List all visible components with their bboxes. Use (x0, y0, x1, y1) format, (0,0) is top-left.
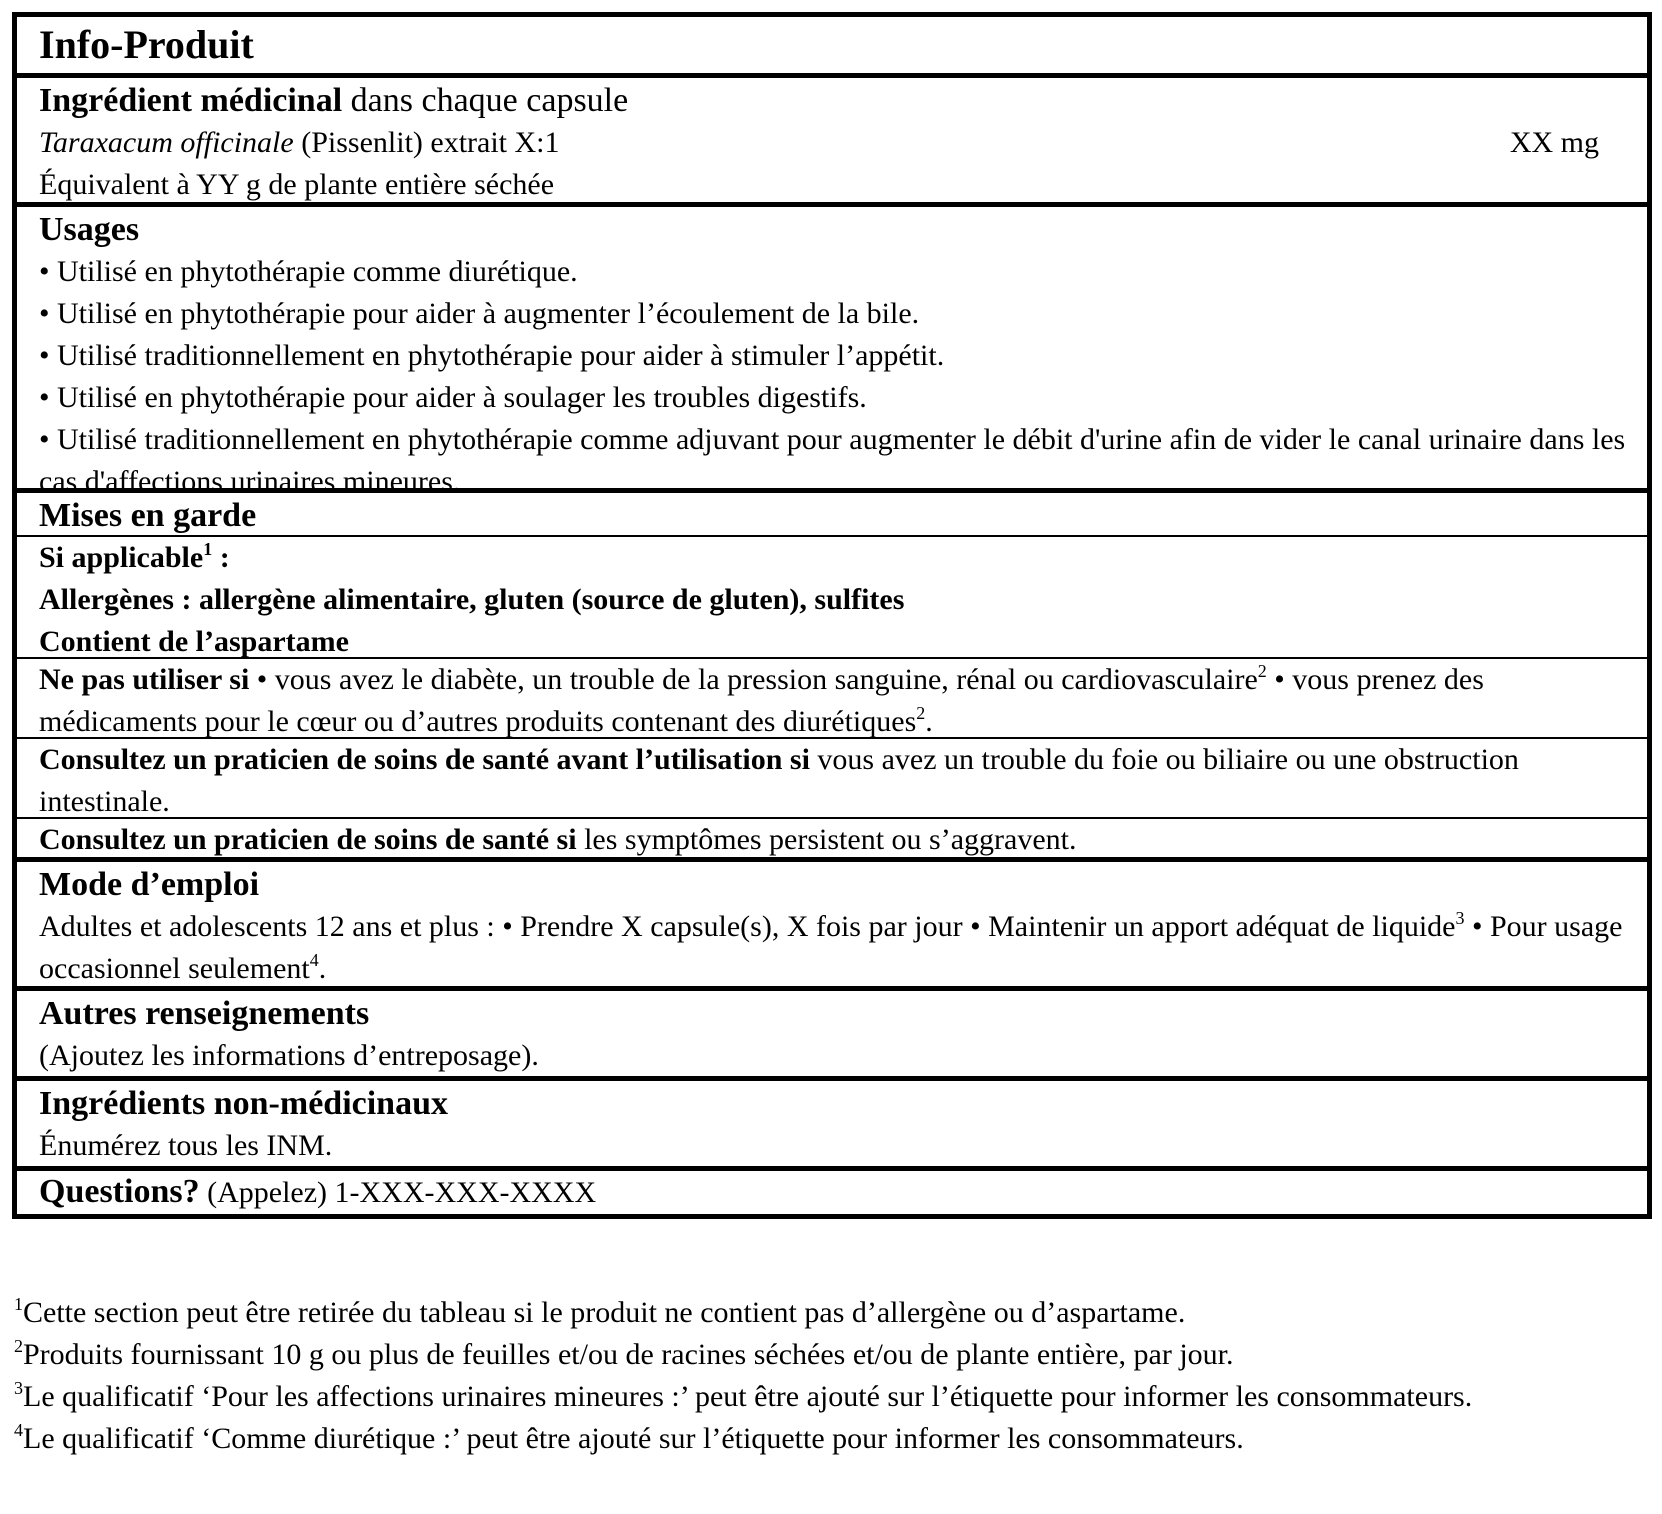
footnote (14, 1376, 1654, 1418)
footnote-text: Cette section peut être retirée du tableau si le produit ne contient pas d’allergène ou d’aspartame. (23, 1296, 1186, 1329)
do-not-use-item: • vous prenez des médicaments pour le cœur ou d’autres produits contenant des diurétiques (39, 663, 1484, 738)
consult-before-section (17, 737, 1647, 817)
other-info-heading: Autres renseignements (39, 995, 370, 1032)
do-not-use-section (17, 657, 1647, 737)
questions-phone: (Appelez) 1-XXX-XXX-XXXX (199, 1176, 597, 1209)
ingredient-equivalent: Équivalent à YY g de plante entière séchée (39, 168, 555, 201)
directions-section (17, 857, 1647, 986)
footnote-ref: 2 (916, 703, 926, 723)
footnote (14, 1292, 1654, 1334)
consult-text (17, 819, 1647, 861)
footnote-ref: 4 (309, 950, 319, 970)
footnote (14, 1334, 1654, 1376)
uses-item: • Utilisé traditionnellement en phytothérapie pour aider à stimuler l’appétit. (39, 339, 945, 372)
warnings-heading-section (17, 488, 1647, 535)
footnote-number: 2 (14, 1336, 23, 1356)
medicinal-heading: Ingrédient médicinal (39, 82, 343, 119)
uses-item: • Utilisé en phytothérapie pour aider à soulager les troubles digestifs. (39, 381, 867, 414)
do-not-use-item: • vous avez le diabète, un trouble de la pression sanguine, rénal ou cardiovasculaire (249, 663, 1258, 696)
footnote-text: Le qualificatif ‘Pour les affections urinaires mineures :’ peut être ajouté sur l’étiquette pour informer les consommateurs. (23, 1380, 1473, 1413)
directions-end: . (318, 952, 327, 985)
non-medicinal-section (17, 1076, 1647, 1166)
if-applicable-label: Si applicable (39, 541, 204, 574)
allergens-section (17, 535, 1647, 657)
product-facts-title: Info-Produit (39, 22, 254, 67)
do-not-use-label: Ne pas utiliser si (39, 663, 250, 696)
if-applicable-colon: : (212, 541, 230, 574)
warnings-heading: Mises en garde (39, 497, 257, 534)
footnote (14, 1418, 1654, 1460)
non-medicinal-text: Énumérez tous les INM. (39, 1129, 333, 1162)
other-info-text: (Ajoutez les informations d’entreposage). (39, 1039, 539, 1072)
footnote-number: 1 (14, 1294, 23, 1314)
ingredient-latin-name: Taraxacum officinale (39, 126, 294, 159)
consult-section (17, 817, 1647, 857)
directions-part: • Pour usage occasionnel seulement (39, 910, 1623, 985)
product-facts-table (12, 12, 1652, 1219)
ingredient-description: (Pissenlit) extrait X:1 (293, 126, 560, 159)
do-not-use-text (17, 659, 1647, 743)
consult-before-text (17, 739, 1647, 823)
uses-item: • Utilisé en phytothérapie pour aider à augmenter l’écoulement de la bile. (39, 297, 920, 330)
consult-before-label: Consultez un praticien de soins de santé avant l’utilisation si (39, 743, 810, 776)
footnotes (14, 1292, 1654, 1460)
aspartame-text: Contient de l’aspartame (39, 625, 349, 658)
title-section (17, 17, 1647, 73)
non-medicinal-heading: Ingrédients non-médicinaux (39, 1085, 448, 1122)
footnote-text: Le qualificatif ‘Comme diurétique :’ peut être ajouté sur l’étiquette pour informer les consommateurs. (23, 1422, 1244, 1455)
uses-section (17, 202, 1647, 498)
directions-part: Adultes et adolescents 12 ans et plus : • Prendre X capsule(s), X fois par jour • Maintenir un apport adéquat de liquide (39, 910, 1456, 943)
consult-before-rest: vous avez un trouble du foie ou biliaire ou une obstruction intestinale. (39, 743, 1519, 818)
footnote-number: 3 (14, 1378, 23, 1398)
consult-rest: les symptômes persistent ou s’aggravent. (576, 823, 1077, 856)
directions-heading: Mode d’emploi (39, 866, 260, 903)
uses-item: • Utilisé en phytothérapie comme diurétique. (39, 255, 578, 288)
questions-section (17, 1166, 1647, 1214)
medicinal-heading-rest: dans chaque capsule (342, 82, 629, 119)
do-not-use-end: . (925, 705, 933, 738)
allergens-text: Allergènes : allergène alimentaire, gluten (source de gluten), sulfites (39, 583, 905, 616)
other-info-section (17, 986, 1647, 1076)
footnote-ref: 3 (1455, 908, 1465, 928)
medicinal-ingredient-row (39, 122, 1627, 164)
ingredient-amount: XX mg (1509, 126, 1599, 159)
footnote-number: 4 (14, 1420, 23, 1440)
footnote-ref: 2 (1257, 661, 1267, 681)
directions-text (39, 906, 1627, 990)
medicinal-ingredient-section (17, 73, 1647, 202)
footnote-text: Produits fournissant 10 g ou plus de feuilles et/ou de racines séchées et/ou de plante entière, par jour. (23, 1338, 1234, 1371)
uses-item: • Utilisé traditionnellement en phytothérapie comme adjuvant pour augmenter le débit d'urine afin de vider le canal urinaire dans les cas d'affections urinaires mineures. (39, 423, 1626, 498)
questions-label: Questions? (39, 1173, 200, 1210)
footnote-ref: 1 (203, 539, 213, 559)
uses-heading: Usages (39, 211, 140, 248)
consult-label: Consultez un praticien de soins de santé si (39, 823, 577, 856)
